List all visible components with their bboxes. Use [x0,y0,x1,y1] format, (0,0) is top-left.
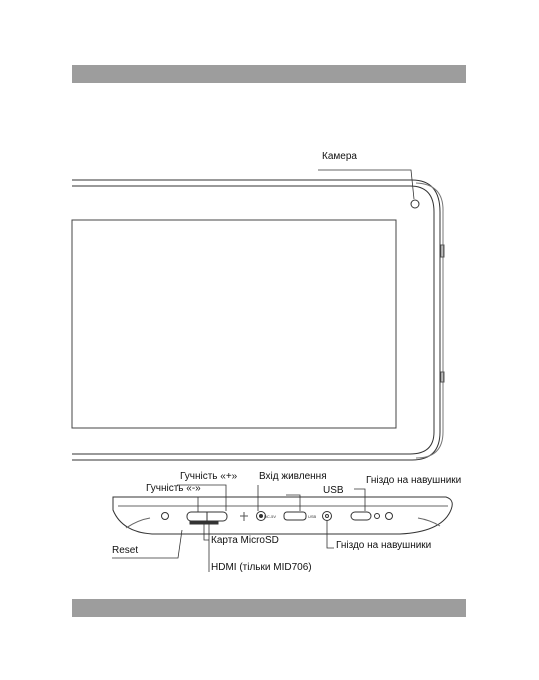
leader-headphone-top [354,489,365,511]
volume-plus-label: Гучність «+» [180,471,238,482]
leader-volume-minus [145,497,198,512]
power-icon [375,514,380,519]
leader-lines [112,485,365,572]
headphone-jack [323,512,332,521]
power-input-label: Вхід живлення [259,471,327,482]
tablet-side-edge [416,183,443,458]
headphone-label-bottom: Гніздо на навушники [336,540,432,551]
tablet-front-view [72,180,444,460]
edge-outline [113,497,452,534]
power-button [351,512,371,520]
usb-port [284,512,306,520]
usb-port-mark: USB [308,514,317,519]
hdmi-label: HDMI (тільки MID706) [211,562,312,573]
leader-microsd [204,524,209,540]
tablet-screen [72,220,396,428]
tablet-inner-edge [72,186,434,454]
camera-label: Камера [322,151,357,162]
microsd-slot [190,521,218,524]
camera-lens [411,200,419,208]
usb-label: USB [323,485,344,496]
reset-hole [162,513,169,520]
reset-label: Reset [112,545,139,556]
dc-port-mark: DC-5V [264,514,277,519]
tablet-edge-view [113,497,452,534]
camera-leader-line [318,170,414,199]
microsd-label: Карта MicroSD [211,535,279,546]
tablet-outer-edge [72,180,440,460]
volume-minus-label: Гучність «-» [146,483,201,494]
headphone-label-top: Гніздо на навушники [366,475,462,486]
